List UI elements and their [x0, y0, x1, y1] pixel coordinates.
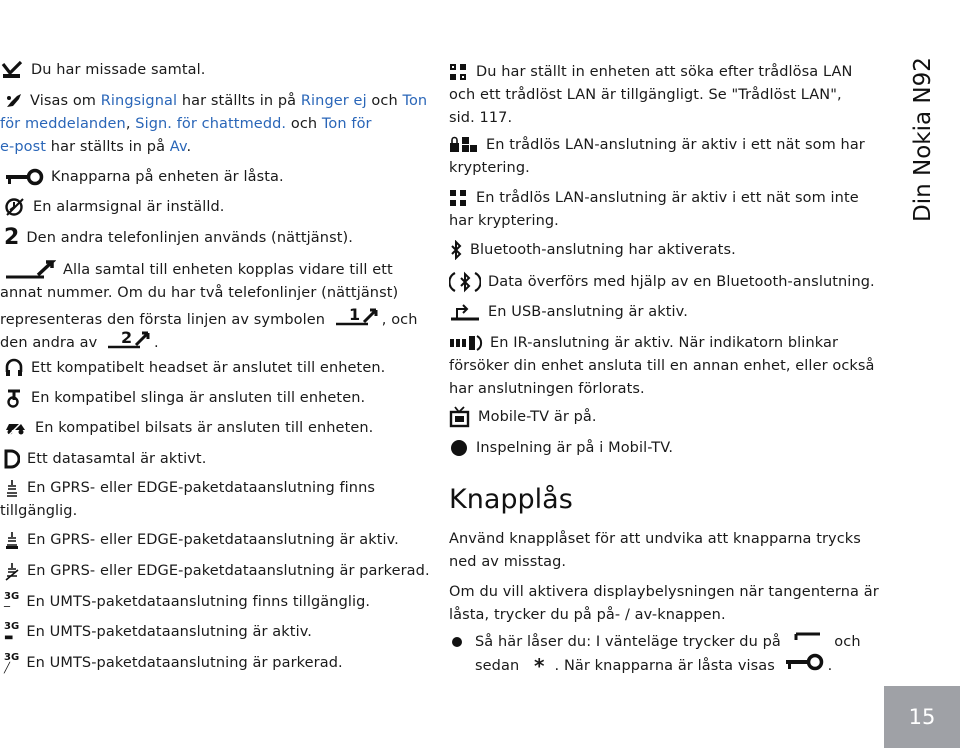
- gprs-active-row: En GPRS- eller EDGE-paketdataanslutning är aktiv.: [4, 529, 430, 552]
- wlan-available-row-2: och ett trådlöst LAN är tillgängligt. Se "Trådlöst LAN",: [449, 87, 842, 103]
- bullet-text: Så här låser du: I vänteläge trycker du på och: [475, 630, 869, 654]
- bluetooth-icon: [449, 240, 463, 260]
- loopset-row: En kompatibel slinga är ansluten till enheten.: [4, 387, 430, 410]
- call-divert-icon: [4, 259, 56, 281]
- umts-active-row: 3G ▬ En UMTS-paketdataanslutning är aktiv.: [4, 621, 312, 643]
- wlan-encrypted-icon: [449, 135, 479, 155]
- silent-profile-row-2: för meddelanden, Sign. för chattmedd. och Ton för: [0, 116, 372, 132]
- gprs-available-row: En GPRS- eller EDGE-paketdataanslutning finns: [4, 477, 430, 500]
- missed-calls-row: Du har missade samtal.: [0, 59, 430, 82]
- star-key-icon: *: [533, 653, 545, 678]
- gprs-active-icon: [4, 530, 20, 550]
- svg-text:1: 1: [348, 305, 361, 324]
- call-divert-row-2: annat nummer. Om du har två telefonlinjer (nättjänst): [0, 285, 399, 301]
- silent-profile-row: Visas om Ringsignal har ställts in på Ringer ej och Ton: [5, 90, 430, 113]
- keylock-para-1: Använd knapplåset för att undvika att knapparna trycks: [449, 531, 861, 547]
- bluetooth-transfer-row: Data överförs med hjälp av en Bluetooth-anslutning.: [449, 271, 869, 294]
- headset-icon: [4, 358, 24, 378]
- umts-available-icon: 3G ─: [4, 591, 20, 613]
- wlan-available-icon: [449, 63, 469, 81]
- bluetooth-transfer-icon: [449, 271, 481, 293]
- loopset-icon: [4, 388, 24, 408]
- infrared-icon: [449, 333, 483, 353]
- wlan-encrypted-row-2: kryptering.: [449, 160, 530, 176]
- gprs-held-row: En GPRS- eller EDGE-paketdataanslutning är parkerad.: [4, 560, 430, 583]
- key-icon: [4, 168, 44, 186]
- wlan-available-row: Du har ställt in enheten att söka efter trådlösa LAN: [449, 61, 869, 84]
- alarm-icon: [4, 197, 26, 217]
- wlan-available-row-3: sid. 117.: [449, 110, 513, 126]
- keylock-indicator-icon: [784, 653, 824, 679]
- keylock-para-1-line-2: ned av misstag.: [449, 554, 567, 570]
- mobile-tv-icon: [449, 406, 471, 428]
- keylock-para-2: Om du vill aktivera displaybelysningen när tangenterna är: [449, 584, 879, 600]
- usb-row: En USB-anslutning är aktiv.: [449, 301, 869, 324]
- section-heading-keylock: Knapplås: [449, 484, 573, 515]
- umts-available-row: 3G ─ En UMTS-paketdataanslutning finns tillgänglig.: [4, 591, 371, 613]
- umts-held-row: 3G ╱ En UMTS-paketdataanslutning är parkerad.: [4, 652, 343, 674]
- bullet: [452, 637, 462, 647]
- data-call-icon: [4, 449, 20, 469]
- tv-recording-row: Inspelning är på i Mobil-TV.: [449, 437, 869, 460]
- alarm-row: En alarmsignal är inställd.: [4, 196, 430, 219]
- keys-locked-row: Knapparna på enheten är låsta.: [4, 166, 430, 189]
- left-selection-key-icon: [790, 630, 826, 654]
- call-divert-row-3: representeras den första linjen av symbolen 1 , och: [0, 305, 430, 335]
- gprs-held-icon: [4, 561, 20, 581]
- ir-row: En IR-anslutning är aktiv. När indikatorn blinkar: [449, 332, 869, 355]
- line-2-icon: 2: [4, 225, 20, 250]
- data-call-row: Ett datasamtal är aktivt.: [4, 448, 430, 471]
- silent-ringtone-icon: [5, 92, 23, 110]
- tv-recording-icon: [449, 438, 469, 458]
- car-kit-icon: [4, 418, 28, 438]
- missed-call-icon: [0, 60, 24, 80]
- call-divert-row-4: den andra av 2 .: [0, 328, 430, 358]
- call-divert-row: Alla samtal till enheten kopplas vidare till ett: [4, 259, 430, 282]
- ir-row-2: försöker din enhet ansluta till en annan enhet, eller också: [449, 358, 875, 374]
- umts-held-icon: 3G ╱: [4, 652, 20, 674]
- bluetooth-row: Bluetooth-anslutning har aktiverats.: [449, 239, 869, 262]
- chapter-title: Din Nokia N92: [910, 57, 936, 222]
- headset-row: Ett kompatibelt headset är anslutet till enheten.: [4, 357, 430, 380]
- gprs-available-icon: [4, 478, 20, 498]
- svg-text:2: 2: [121, 328, 133, 347]
- umts-active-icon: 3G ▬: [4, 621, 20, 643]
- divert-line-2-icon: [106, 328, 150, 358]
- wlan-encrypted-row: En trådlös LAN-anslutning är aktiv i ett nät som har: [449, 134, 869, 157]
- wlan-unencrypted-row: En trådlös LAN-anslutning är aktiv i ett nät som inte: [449, 187, 869, 210]
- mobile-tv-row: Mobile-TV är på.: [449, 406, 869, 429]
- wlan-unencrypted-icon: [449, 189, 469, 207]
- gprs-available-row-2: tillgänglig.: [0, 503, 78, 519]
- second-line-row: 2 Den andra telefonlinjen används (nättjänst).: [4, 225, 353, 250]
- bullet-text-2: sedan * . När knapparna är låsta visas .: [475, 653, 833, 678]
- silent-profile-row-3: e-post har ställts in på Av.: [0, 139, 192, 155]
- usb-icon: [449, 301, 481, 323]
- page-number: 15: [884, 686, 960, 748]
- car-kit-row: En kompatibel bilsats är ansluten till enheten.: [4, 417, 430, 440]
- wlan-unencrypted-row-2: har kryptering.: [449, 213, 559, 229]
- ir-row-3: har anslutningen förlorats.: [449, 381, 645, 397]
- keylock-para-2-line-2: låsta, trycker du på på- / av-knappen.: [449, 607, 726, 623]
